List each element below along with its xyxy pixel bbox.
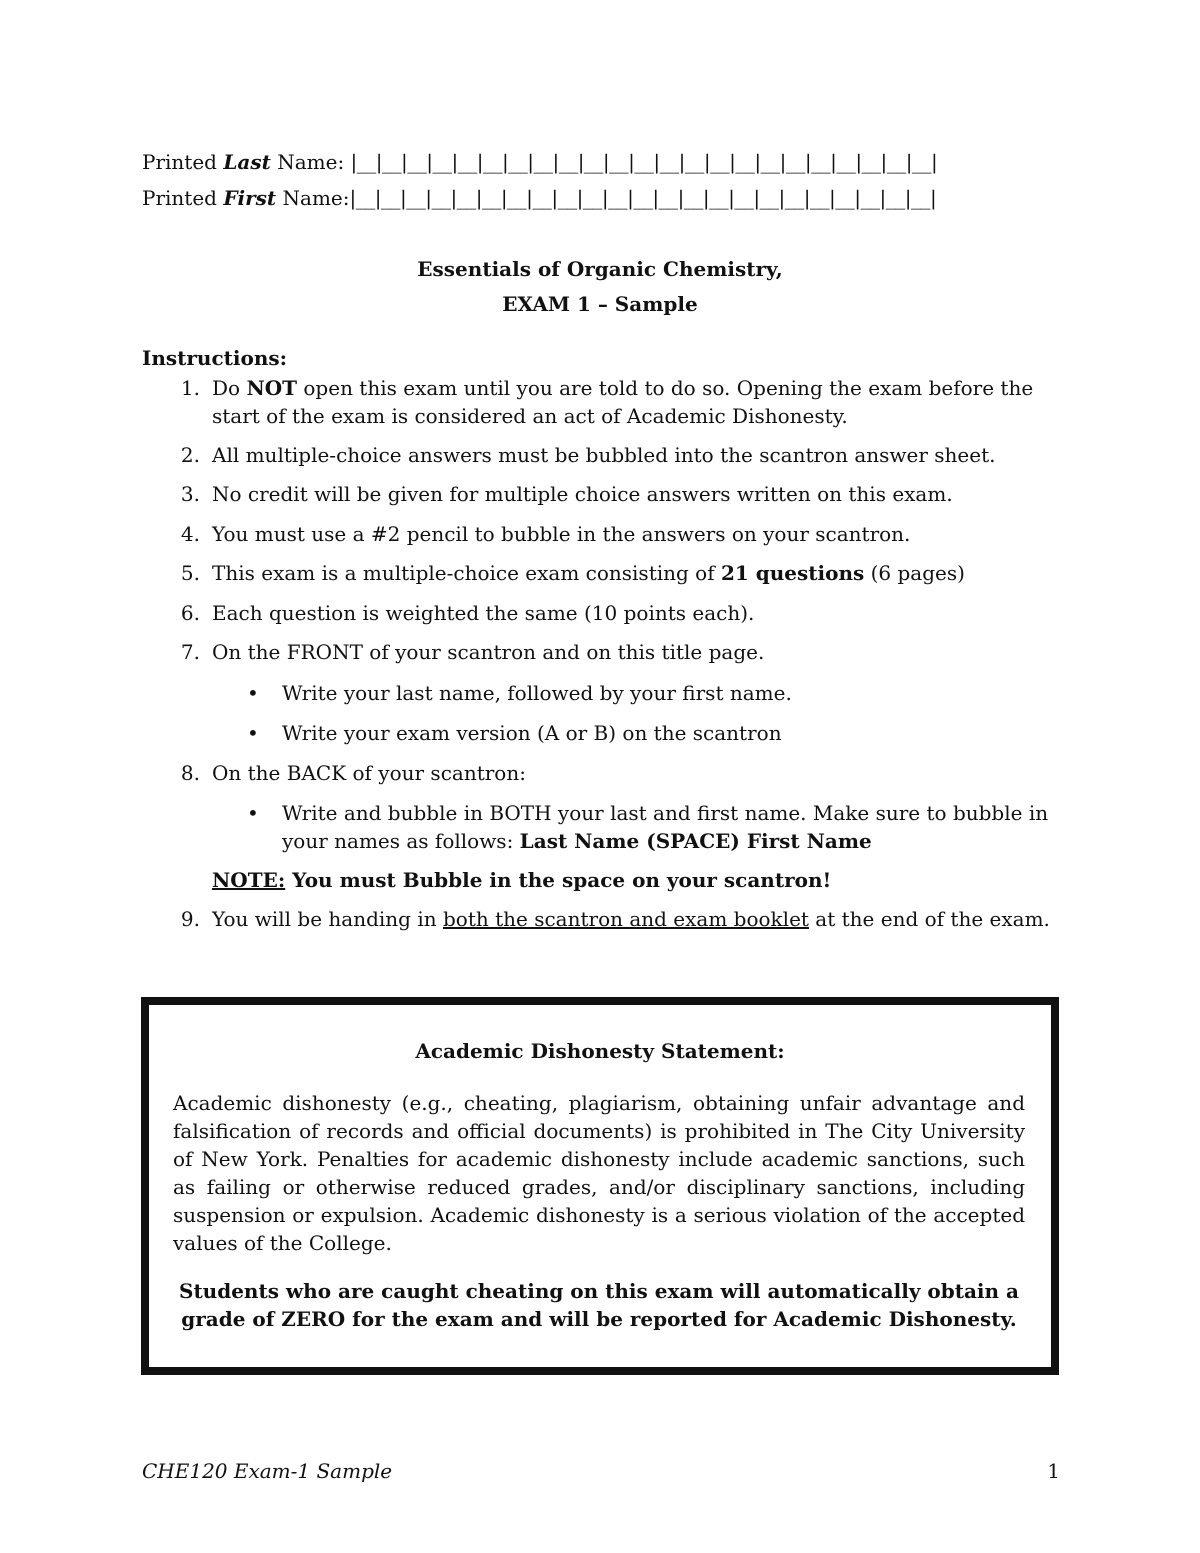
dishonesty-warning: Students who are caught cheating on this exam will automatically obtain a grade of ZERO for the exam and will be reported for Academic Dishonesty. <box>179 1279 1019 1331</box>
instruction-emphasis: NOT <box>246 376 298 400</box>
bullet-icon: • <box>247 801 259 825</box>
bullet-text: Write your last name, followed by your first name. <box>282 681 792 705</box>
bullet-icon: • <box>247 681 259 705</box>
instruction-number: 5. <box>180 561 200 585</box>
first-name-suffix: Name: <box>276 186 350 210</box>
footer-course-label: CHE120 Exam-1 Sample <box>142 1459 393 1483</box>
instruction-underline: both the scantron and exam booklet <box>442 907 809 931</box>
instruction-text: open this exam until you are told to do so. Opening the exam before the start of the exam is considered an act of Academic Dishonesty. <box>212 376 1034 428</box>
first-name-emphasis: First <box>223 186 277 210</box>
instruction-number: 4. <box>180 522 200 546</box>
first-name-field[interactable] <box>142 186 936 210</box>
dishonesty-statement: Academic dishonesty (e.g., cheating, plagiarism, obtaining unfair advantage and falsification of records and official documents) is prohibited in The City University of New York. Penalties for academic dishonesty include academic sanctions, such as failing or otherwise reduced grades, and/or disciplinary sanctions, including suspension or expulsion. Academic dishonesty is a serious violation of the accepted values of the College. <box>173 1091 1025 1255</box>
instruction-number: 2. <box>180 443 200 467</box>
instruction-text: No credit will be given for multiple choice answers written on this exam. <box>212 482 953 506</box>
academic-dishonesty-box <box>141 997 1059 1375</box>
course-title: Essentials of Organic Chemistry, <box>417 257 783 281</box>
note-label: NOTE: <box>212 868 286 892</box>
last-name-prefix: Printed <box>142 150 224 174</box>
note-text: You must Bubble in the space on your scantron! <box>285 868 832 892</box>
exam-title: EXAM 1 – Sample <box>502 292 698 316</box>
bullet-text: Write and bubble in BOTH your last and first name. Make sure to bubble in your names as follows: <box>282 801 1049 853</box>
dishonesty-heading: Academic Dishonesty Statement: <box>415 1039 785 1063</box>
instruction-text: (6 pages) <box>864 561 965 585</box>
scantron-note <box>212 866 831 894</box>
page-number: 1 <box>1047 1459 1060 1483</box>
instruction-text: You must use a #2 pencil to bubble in the answers on your scantron. <box>212 522 911 546</box>
instruction-number: 3. <box>180 482 200 506</box>
last-name-suffix: Name: <box>270 150 351 174</box>
instruction-text: All multiple-choice answers must be bubbled into the scantron answer sheet. <box>212 443 996 467</box>
first-name-prefix: Printed <box>142 186 224 210</box>
last-name-boxes[interactable]: |__|__|__|__|__|__|__|__|__|__|__|__|__|__|__|__|__|__|__|__|__|__|__| <box>350 150 938 174</box>
bullet-emphasis: Last Name (SPACE) First Name <box>519 829 872 853</box>
instruction-text: Each question is weighted the same (10 points each). <box>212 601 755 625</box>
instructions-heading: Instructions: <box>142 346 288 370</box>
instruction-text: This exam is a multiple-choice exam consisting of <box>212 561 721 585</box>
instruction-number: 8. <box>180 761 200 785</box>
last-name-emphasis: Last <box>223 150 271 174</box>
first-name-boxes[interactable]: |__|__|__|__|__|__|__|__|__|__|__|__|__|__|__|__|__|__|__|__|__|__|__| <box>349 186 937 210</box>
instruction-text: On the BACK of your scantron: <box>212 761 526 785</box>
instruction-number: 1. <box>180 376 200 400</box>
bullet-icon: • <box>247 721 259 745</box>
instruction-text: at the end of the exam. <box>808 907 1050 931</box>
instruction-text: Do <box>212 376 247 400</box>
instruction-number: 6. <box>180 601 200 625</box>
instruction-text: On the FRONT of your scantron and on this title page. <box>212 640 765 664</box>
last-name-field[interactable] <box>142 150 937 174</box>
instruction-emphasis: 21 questions <box>720 561 865 585</box>
instruction-text: You will be handing in <box>212 907 443 931</box>
bullet-text: Write your exam version (A or B) on the scantron <box>282 721 782 745</box>
instruction-number: 9. <box>180 907 200 931</box>
instruction-number: 7. <box>180 640 200 664</box>
